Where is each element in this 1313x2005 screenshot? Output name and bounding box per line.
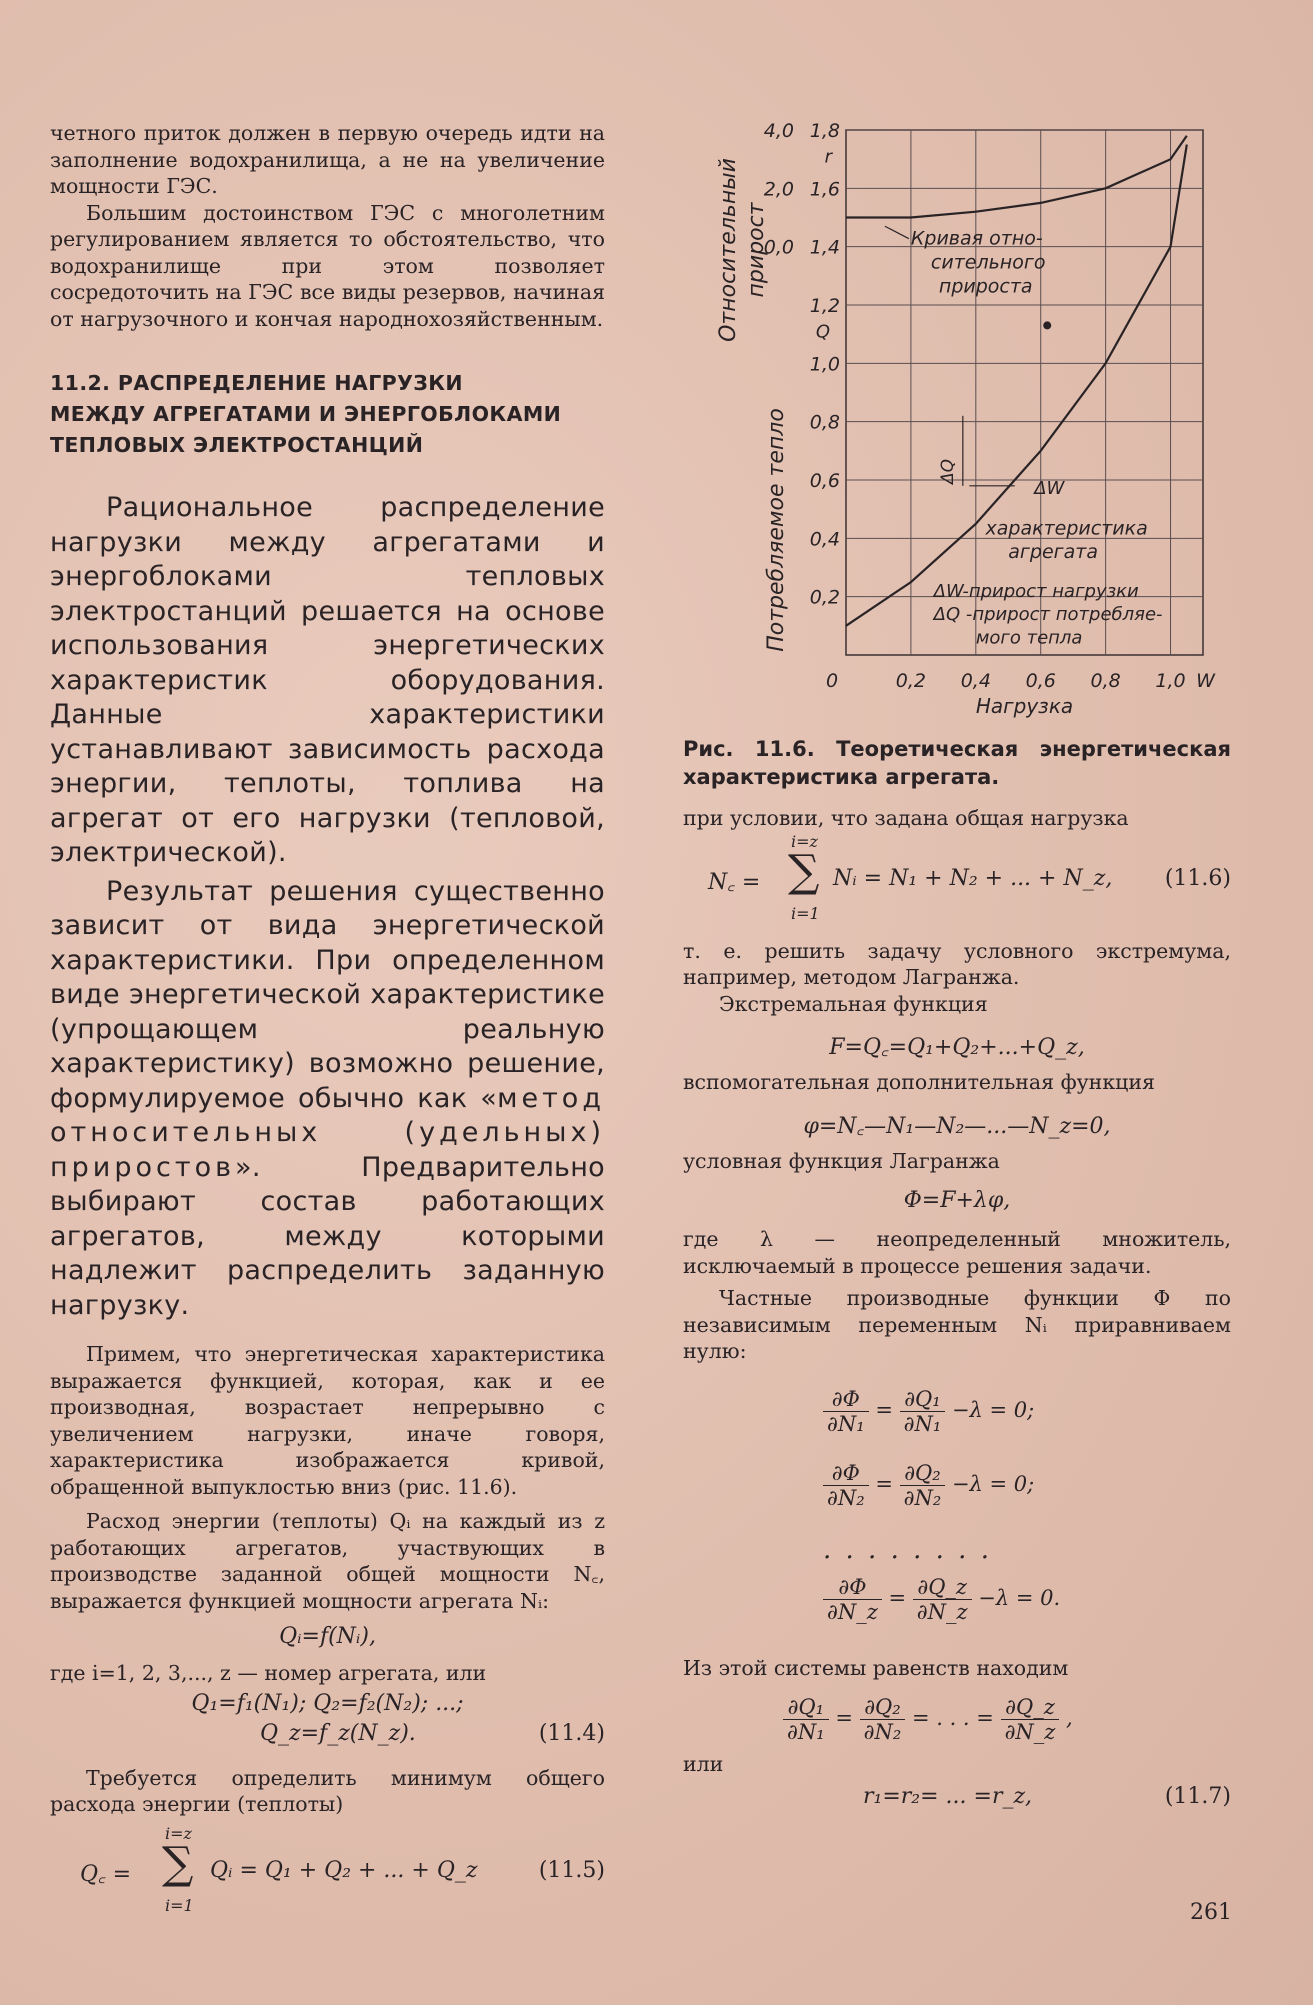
equation-11-5-number: (11.5)	[538, 1857, 605, 1883]
derivative-row-2: $\frac{\partial\Phi}{\text{∂N₂}}$ = $\frac{\text{∂Q₂}}{\text{∂N₂}}$ −λ = 0;	[823, 1461, 1231, 1535]
equation-phi: φ=N꜀—N₁—N₂—...—N_z=0,	[803, 1113, 1111, 1139]
extremal-paragraph: Экстремальная функция	[719, 991, 988, 1016]
required-paragraph: Требуется определить минимум общего расхода энергии (теплоты)	[50, 1765, 605, 1816]
equation-11-4	[50, 1721, 605, 1751]
x-tick-label: 1,0	[1155, 670, 1186, 692]
y-tick-label: 0,2	[809, 586, 840, 609]
eq-116-upper: i=z	[791, 831, 818, 851]
w-axis-letter: W	[1196, 670, 1215, 692]
eq-115-lower: i=1	[165, 1895, 194, 1915]
method-term: метод относительных (удельных) приростов	[50, 1082, 605, 1183]
frac-den: ∂N₁	[903, 1411, 942, 1436]
q-axis-letter: Q	[815, 321, 830, 343]
equation-11-6-number: (11.6)	[1164, 865, 1231, 891]
or-paragraph: или	[683, 1752, 724, 1776]
lagrange-paragraph: условная функция Лагранжа	[683, 1148, 1000, 1173]
consumption-paragraph: Расход энергии (теплоты) Qᵢ на каждый из z работающих агрегатов, участвующих в производстве заданной общей мощности N꜀, выражается функцией мощности агрегата Nᵢ:	[50, 1509, 605, 1613]
eq-115-right: Qᵢ = Q₁ + Q₂ + ... + Q_z	[210, 1857, 478, 1883]
equation-11-6	[683, 832, 1231, 928]
annotation-curve-2: сительного	[930, 251, 1046, 274]
frac-den: ∂N₂	[827, 1485, 865, 1510]
derivative-dots: . . . . . . . .	[823, 1534, 992, 1565]
plot-frame	[846, 130, 1203, 655]
derivative-tail: −λ = 0;	[951, 1397, 1035, 1422]
y-tick-label: 0,4	[809, 528, 840, 551]
aux-paragraph: вспомогательная дополнительная функция	[683, 1070, 1155, 1094]
partial-paragraph: Частные производные функции Φ по независимым переменным Nᵢ приравниваем нулю:	[683, 1286, 1231, 1363]
sigma-symbol: ∑	[788, 845, 820, 897]
y-tick-label: 1,2	[809, 295, 840, 317]
from-paragraph: Из этой системы равенств находим	[683, 1655, 1069, 1680]
legend-line-1: ΔW-прирост нагрузки	[933, 580, 1139, 602]
eq-116-right: Nᵢ = N₁ + N₂ + ... + N_z,	[833, 865, 1113, 891]
delta-q-label: ΔQ	[938, 458, 959, 484]
derivative-tail: −λ = 0;	[951, 1471, 1035, 1496]
equation-list-2: Q_z=f_z(N_z).	[260, 1720, 416, 1746]
frac-den: ∂N₂	[863, 1720, 902, 1744]
equation-11-7-number: (11.7)	[1164, 1783, 1231, 1809]
r-tick-label: 0,0	[763, 236, 794, 259]
condition-paragraph: при условии, что задана общая нагрузка	[683, 806, 1129, 830]
big-paragraph-1: Рациональное распределение нагрузки между агрегатами и энергоблоками тепловых электростанций решается на основе использования энергетических характеристик оборудования. Данные характеристики устанавливают зависимость расхода энергии, теплоты, топлива на агрегат от его нагрузки (тепловой, электрической).	[50, 492, 605, 868]
annotation-curve-3: прироста	[938, 275, 1033, 298]
eq-117: r₁=r₂= ... =r_z,	[863, 1783, 1033, 1809]
x-tick-label: 0,8	[1090, 670, 1121, 692]
frac-den: ∂N₁	[787, 1720, 825, 1744]
legend-line-2: ΔQ -прирост потребляе-	[933, 604, 1163, 626]
left-column	[50, 120, 605, 1920]
frac-num: ∂Φ	[823, 1461, 869, 1486]
equation-11-5	[50, 1824, 605, 1920]
equation-list-1: Q₁=f₁(N₁); Q₂=f₂(N₂); ...;	[191, 1690, 464, 1716]
derivative-row-z: $\frac{\partial\Phi}{\partial N\_z}$ = $\frac{\partial Q\_z}{\partial N\_z}$ −λ = 0.	[823, 1575, 1231, 1649]
x-axis-label: Нагрузка	[975, 694, 1074, 718]
frac-num: ∂Q₁	[783, 1695, 829, 1720]
equality-chain: $\frac{\text{∂Q₁}}{\text{∂N₁}}$ = $\frac{\text{∂Q₂}}{\text{∂N₂}}$ = . . . = $\frac{\partial Q\_z}{\partial N\_z}$ ,	[783, 1695, 1231, 1765]
figure-caption: Рис. 11.6. Теоретическая энергетическая характеристика агрегата.	[683, 737, 1231, 789]
equation-F: F=Q꜀=Q₁+Q₂+...+Q_z,	[829, 1035, 1085, 1060]
equation-11-7	[683, 1784, 1231, 1814]
sigma-symbol: ∑	[162, 1837, 194, 1889]
frac-den: ∂N₁	[827, 1411, 865, 1436]
frac-num: ∂Φ	[823, 1387, 869, 1412]
x-tick-label: 0	[825, 670, 839, 692]
frac-den: ∂N_z	[827, 1599, 878, 1624]
y-tick-label: 1,6	[809, 178, 840, 201]
big-paragraph-2-b: ». Предварительно выбирают состав работающих агрегатов, между которыми надлежит распределить заданную нагрузку.	[50, 1151, 605, 1321]
right-column	[683, 120, 1231, 1814]
big-paragraph-2-a: Результат решения существенно зависит от вида энергетической характеристики. При определенном виде энергетической характеристике (упрощающем реальную характеристику) возможно решение, формулируемое обычно как «	[50, 875, 605, 1114]
eq-116-left: N꜀ =	[708, 869, 761, 895]
assume-paragraph: Примем, что энергетическая характеристика выражается функцией, которая, как и ее производная, возрастает непрерывно с увеличением нагрузки, иначе говоря, характеристика изображается кривой, обращенной выпуклостью вниз (рис. 11.6).	[50, 1342, 605, 1499]
legend-line-3: мого тепла	[975, 627, 1083, 649]
r-tick-label: 2,0	[763, 178, 794, 201]
intro-paragraph: четного приток должен в первую очередь идти на заполнение водохранилища, а не на увеличение мощности ГЭС.	[50, 121, 605, 198]
equation-Phi: Φ=F+λφ,	[903, 1188, 1011, 1213]
annotation-leader-curve	[885, 226, 909, 238]
lambda-paragraph: где λ — неопределенный множитель, исключаемый в процессе решения задачи.	[683, 1227, 1231, 1278]
where-paragraph: где i=1, 2, 3,..., z — номер агрегата, или	[50, 1661, 487, 1685]
eq-115-left: Q꜀ =	[80, 1861, 132, 1887]
equation-qi: Qᵢ=f(Nᵢ),	[279, 1624, 376, 1649]
annotation-curve-1: Кривая отно-	[910, 227, 1043, 250]
frac-num: ∂Q_z	[913, 1575, 972, 1600]
figure-11-6	[683, 120, 1231, 735]
frac-den: ∂N_z	[916, 1599, 968, 1624]
frac-den: ∂N_z	[1004, 1720, 1056, 1744]
x-tick-label: 0,6	[1025, 670, 1056, 692]
x-tick-label: 0,4	[960, 670, 991, 692]
energy-characteristic-chart	[683, 110, 1231, 725]
advantage-paragraph: Большим достоинством ГЭС с многолетним регулированием является то обстоятельство, что водохранилище при этом позволяет сосредоточить на ГЭС все виды резервов, начиная от нагрузочного и кончая народнохозяйственным.	[50, 200, 605, 331]
frac-num: ∂Q₁	[900, 1387, 946, 1412]
y-tick-label: 1,8	[809, 120, 840, 142]
equality-middle: = . . . =	[911, 1706, 994, 1730]
annotation-char-2: агрегата	[1008, 541, 1098, 563]
section-heading-line2: МЕЖДУ АГРЕГАТАМИ И ЭНЕРГОБЛОКАМИ	[50, 402, 562, 426]
annotation-char-1: характеристика	[985, 517, 1148, 540]
derivative-row-1: $\frac{\partial\Phi}{\text{∂N₁}}$ = $\frac{\text{∂Q₁}}{\text{∂N₁}}$ −λ = 0;	[823, 1387, 1231, 1461]
relative-increment-curve	[846, 136, 1187, 218]
frac-num: ∂Q₂	[900, 1461, 946, 1486]
r-axis-letter: r	[824, 146, 832, 168]
eq-115-upper: i=z	[165, 1823, 192, 1843]
eq-116-lower: i=1	[791, 903, 820, 923]
y-tick-label: 0,6	[809, 470, 840, 492]
x-tick-label: 0,2	[895, 670, 927, 692]
frac-num: ∂Q₂	[860, 1695, 906, 1720]
y-tick-label: 0,8	[809, 411, 840, 434]
page-number: 261	[1190, 1900, 1232, 1925]
y-tick-label: 1,0	[809, 353, 840, 376]
equation-11-4-number: (11.4)	[538, 1720, 605, 1746]
y-tick-label: 1,4	[809, 236, 840, 259]
frac-num: ∂Q_z	[1001, 1695, 1060, 1720]
solve-paragraph: т. е. решить задачу условного экстремума, например, методом Лагранжа.	[683, 938, 1231, 989]
partial-derivatives-block	[823, 1387, 1231, 1649]
frac-den: ∂N₂	[903, 1485, 942, 1510]
r-tick-label: 4,0	[763, 120, 794, 142]
stray-dot	[1043, 321, 1051, 329]
y-axis-label-top-2: прирост	[744, 202, 769, 298]
section-heading-line1: 11.2. РАСПРЕДЕЛЕНИЕ НАГРУЗКИ	[50, 371, 463, 395]
y-axis-label-bottom: Потребляемое тепло	[764, 408, 789, 652]
section-heading-line3: ТЕПЛОВЫХ ЭЛЕКТРОСТАНЦИЙ	[50, 433, 424, 457]
derivative-tail: −λ = 0.	[978, 1585, 1061, 1610]
big-paragraph-2	[50, 875, 605, 1324]
frac-num: ∂Φ	[823, 1575, 882, 1600]
y-axis-label-top-1: Относительный	[716, 158, 741, 342]
delta-w-label: ΔW	[1034, 477, 1065, 499]
